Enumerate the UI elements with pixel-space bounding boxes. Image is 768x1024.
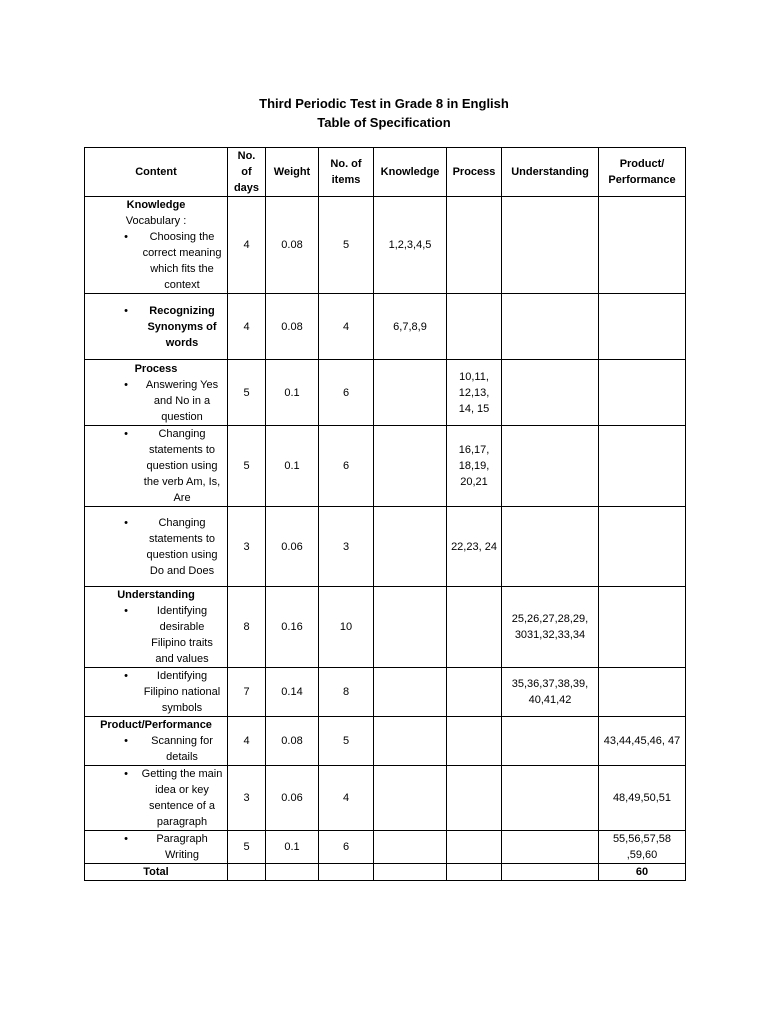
header-items: No. of items (319, 148, 374, 197)
table-row (85, 360, 686, 426)
bullet-icon: • (124, 428, 128, 440)
knowledge-cell (374, 426, 447, 507)
bullet-icon: • (124, 378, 128, 391)
days-cell: 5 (228, 831, 266, 864)
table-row (85, 294, 686, 360)
knowledge-cell (374, 587, 447, 668)
understanding-cell: 25,26,27,28,29, 3031,32,33,34 (502, 587, 599, 668)
content-text: Scanning for details (151, 735, 213, 763)
days-cell: 4 (228, 197, 266, 294)
days-cell: 4 (228, 717, 266, 766)
process-cell (447, 294, 502, 360)
knowledge-cell (374, 360, 447, 426)
list-item (89, 766, 223, 830)
list-item (89, 603, 223, 667)
list-item (89, 831, 223, 863)
subsection-label: Vocabulary : (125, 215, 187, 227)
total-product: 60 (599, 864, 686, 881)
days-cell: 8 (228, 587, 266, 668)
table-row (85, 717, 686, 766)
list-item (89, 303, 223, 351)
process-cell (447, 766, 502, 831)
content-text: Choosing the correct meaning which fits the context (142, 231, 222, 291)
process-cell (447, 831, 502, 864)
list-item (89, 229, 223, 293)
items-cell: 3 (319, 507, 374, 587)
understanding-cell (502, 717, 599, 766)
total-label: Total (85, 864, 228, 881)
total-cell (502, 864, 599, 881)
content-cell (85, 507, 228, 587)
knowledge-cell (374, 766, 447, 831)
content-cell (85, 717, 228, 766)
knowledge-cell: 6,7,8,9 (374, 294, 447, 360)
content-text: Changing statements to question using the verb Am, Is, Are (143, 428, 221, 504)
content-cell (85, 426, 228, 507)
days-cell: 4 (228, 294, 266, 360)
understanding-cell (502, 766, 599, 831)
list-item (89, 515, 223, 579)
content-text: Recognizing Synonyms of words (147, 304, 217, 349)
weight-cell: 0.08 (266, 717, 319, 766)
product-cell: 55,56,57,58 ,59,60 (599, 831, 686, 864)
header-process: Process (447, 148, 502, 197)
header-days: No. of days (228, 148, 266, 197)
section-heading: Understanding (117, 589, 195, 601)
product-cell (599, 587, 686, 668)
knowledge-cell (374, 507, 447, 587)
understanding-cell: 35,36,37,38,39, 40,41,42 (502, 668, 599, 717)
process-cell: 10,11, 12,13, 14, 15 (447, 360, 502, 426)
process-cell (447, 668, 502, 717)
specification-table (84, 147, 686, 881)
bullet-icon: • (124, 231, 128, 243)
days-cell: 3 (228, 507, 266, 587)
total-cell (228, 864, 266, 881)
content-text: Changing statements to question using Do and Does (146, 516, 218, 577)
product-cell (599, 426, 686, 507)
table-row (85, 831, 686, 864)
understanding-cell (502, 507, 599, 587)
product-cell: 43,44,45,46, 47 (599, 717, 686, 766)
knowledge-cell: 1,2,3,4,5 (374, 197, 447, 294)
list-item (89, 733, 223, 765)
total-cell (447, 864, 502, 881)
bullet-icon: • (124, 735, 128, 747)
table-body (85, 197, 686, 864)
table-row (85, 426, 686, 507)
items-cell: 4 (319, 294, 374, 360)
bullet-icon: • (124, 304, 128, 317)
items-cell: 10 (319, 587, 374, 668)
understanding-cell (502, 426, 599, 507)
bullet-icon: • (124, 516, 128, 529)
days-cell: 5 (228, 360, 266, 426)
content-text: Identifying Filipino national symbols (143, 670, 221, 714)
table-row (85, 587, 686, 668)
content-cell (85, 294, 228, 360)
process-cell (447, 587, 502, 668)
header-knowledge: Knowledge (374, 148, 447, 197)
table-row (85, 766, 686, 831)
content-cell (85, 766, 228, 831)
list-item (89, 377, 223, 425)
table-row (85, 507, 686, 587)
days-cell: 7 (228, 668, 266, 717)
content-text: Identifying desirable Filipino traits and values (151, 605, 213, 665)
table-row (85, 197, 686, 294)
list-item (89, 426, 223, 506)
days-cell: 3 (228, 766, 266, 831)
process-cell: 22,23, 24 (447, 507, 502, 587)
content-text: Getting the main idea or key sentence of a paragraph (141, 768, 223, 828)
weight-cell: 0.1 (266, 831, 319, 864)
process-cell: 16,17, 18,19, 20,21 (447, 426, 502, 507)
table-row (85, 668, 686, 717)
bullet-icon: • (124, 670, 128, 682)
items-cell: 6 (319, 831, 374, 864)
weight-cell: 0.06 (266, 507, 319, 587)
content-text: Answering Yes and No in a question (145, 378, 219, 423)
days-cell: 5 (228, 426, 266, 507)
process-cell (447, 197, 502, 294)
product-cell: 48,49,50,51 (599, 766, 686, 831)
knowledge-cell (374, 831, 447, 864)
header-product: Product/ Performance (599, 148, 686, 197)
weight-cell: 0.06 (266, 766, 319, 831)
product-cell (599, 197, 686, 294)
knowledge-cell (374, 668, 447, 717)
understanding-cell (502, 197, 599, 294)
understanding-cell (502, 360, 599, 426)
weight-cell: 0.08 (266, 294, 319, 360)
content-text: Paragraph Writing (156, 833, 208, 861)
items-cell: 5 (319, 717, 374, 766)
bullet-icon: • (124, 833, 128, 845)
bullet-icon: • (124, 605, 128, 617)
bullet-icon: • (124, 768, 128, 780)
title-line-1: Third Periodic Test in Grade 8 in English (259, 96, 509, 111)
items-cell: 4 (319, 766, 374, 831)
weight-cell: 0.1 (266, 360, 319, 426)
header-understanding: Understanding (502, 148, 599, 197)
content-cell (85, 197, 228, 294)
weight-cell: 0.08 (266, 197, 319, 294)
product-cell (599, 507, 686, 587)
items-cell: 6 (319, 360, 374, 426)
total-cell (266, 864, 319, 881)
product-cell (599, 668, 686, 717)
content-cell (85, 587, 228, 668)
total-cell (319, 864, 374, 881)
section-heading: Process (134, 362, 178, 375)
total-cell (374, 864, 447, 881)
document-title (0, 94, 768, 132)
weight-cell: 0.16 (266, 587, 319, 668)
items-cell: 5 (319, 197, 374, 294)
content-cell (85, 360, 228, 426)
header-row (85, 148, 686, 197)
header-weight: Weight (266, 148, 319, 197)
product-cell (599, 360, 686, 426)
understanding-cell (502, 831, 599, 864)
section-heading: Knowledge (126, 199, 186, 211)
title-line-2: Table of Specification (317, 115, 451, 130)
weight-cell: 0.1 (266, 426, 319, 507)
process-cell (447, 717, 502, 766)
items-cell: 8 (319, 668, 374, 717)
total-row (85, 864, 686, 881)
product-cell (599, 294, 686, 360)
list-item (89, 668, 223, 716)
weight-cell: 0.14 (266, 668, 319, 717)
knowledge-cell (374, 717, 447, 766)
items-cell: 6 (319, 426, 374, 507)
content-cell (85, 668, 228, 717)
header-content: Content (85, 148, 228, 197)
section-heading: Product/Performance (100, 719, 212, 731)
understanding-cell (502, 294, 599, 360)
content-cell (85, 831, 228, 864)
